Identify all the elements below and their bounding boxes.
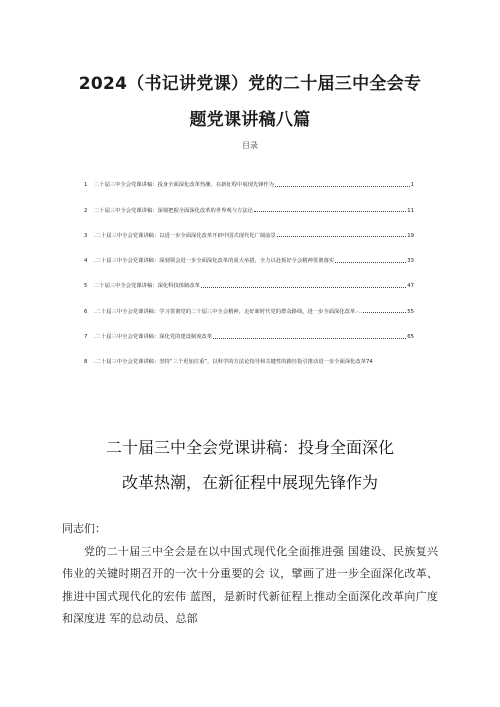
toc-entry-title: 二十届三中全会党课讲稿：投身全面深化改革热潮，在新征程中展现先锋作为: [94, 182, 275, 189]
toc-entry-number: 7: [84, 334, 88, 341]
toc-leader-dots: [277, 236, 406, 237]
toc-entry[interactable]: [84, 214, 414, 239]
toc-entry[interactable]: [84, 188, 414, 213]
toc-entry-page: 65: [407, 334, 414, 341]
toc-entry-page: 33: [407, 258, 414, 265]
toc-leader-dots: [275, 186, 410, 187]
body-paragraph: 党的二十届三中全会是在以中国式现代化全面推进强 国建设、民族复兴伟业的关键时期召开的一次十分重要的会 议，擘画了进一步全面深化改革、推进中国式现代化的宏伟 蓝图，是新时代新征程上推动全面深化改革向广度和深度进 军的总动员、总部: [62, 544, 438, 625]
toc-leader-dots: [335, 262, 406, 263]
toc-entry-page: 1: [410, 182, 414, 189]
toc-heading: 目录: [242, 141, 258, 150]
toc-entry[interactable]: [84, 289, 414, 314]
toc-leader-dots: [201, 287, 406, 288]
toc-entry-title: .二十届三中全会党课讲稿：深刻领会进一步全面深化改革的重大举措，全力以赴抓好全会精神贯彻落实: [94, 258, 335, 265]
toc-entry-title: 二十届三中全会党课讲稿：深化科技体制改革: [94, 283, 200, 290]
toc-entry[interactable]: [84, 239, 414, 264]
toc-entry-number: 6: [84, 308, 88, 315]
toc-entry[interactable]: [84, 340, 414, 365]
toc-leader-dots: [213, 338, 406, 339]
section-title-line-1: 二十届三中全会党课讲稿：投身全面深化: [105, 438, 394, 457]
toc-leader-dots: [363, 312, 406, 313]
document-title-line-1: 2024（书记讲党课）党的二十届三中全会专: [78, 74, 422, 94]
toc-entry-number: 2: [84, 207, 88, 214]
toc-entry-number: 5: [84, 283, 88, 290]
toc-entry-title: .二十届三中全会党课讲稿：坚持“三个更加注重”，以科学的方法论指导和关键性的路径指引推动进一步全面深化改革: [94, 359, 367, 366]
toc-entry-page: 74: [366, 359, 373, 366]
toc-entry-title: .二十届三中全会党课讲稿：学习贯彻党的二十届三中全会精神，走好新时代党的群众路线，进一步全面深化改革.·..: [94, 308, 362, 315]
toc-entry-page: 19: [407, 232, 414, 239]
toc-entry-number: 3: [84, 232, 88, 239]
toc-entry[interactable]: [84, 264, 414, 289]
document-title: [40, 66, 460, 138]
toc-entry-page: 55: [407, 308, 414, 315]
toc-leader-dots: [254, 211, 406, 212]
toc-entry-number: 4: [84, 258, 88, 265]
toc-entry-title: 二十届三中全会党课讲稿：深刻把握全面深化改革的世界观与方法论: [94, 207, 253, 214]
toc-entry-page: 47: [407, 283, 414, 290]
section-title: [40, 430, 460, 500]
toc-entry-number: 8: [84, 359, 88, 366]
table-of-contents: [84, 163, 414, 365]
toc-entry[interactable]: [84, 163, 414, 188]
document-title-line-2: 题党课讲稿八篇: [189, 110, 311, 130]
toc-entry-page: 11: [407, 207, 414, 214]
section-title-line-2: 改革热潮，在新征程中展现先锋作为: [121, 473, 378, 492]
body-text: [62, 518, 438, 631]
toc-entry-title: .二十届三中全会党课讲稿：以进一步全面深化改革开辟中国式现代化广阔前景: [94, 232, 276, 239]
salutation: 同志们：: [62, 522, 106, 535]
toc-entry-title: .二十届三中全会党课讲稿：深化党的建设制度改革: [94, 334, 213, 341]
toc-entry-number: 1: [84, 182, 88, 189]
toc-entry[interactable]: [84, 315, 414, 340]
